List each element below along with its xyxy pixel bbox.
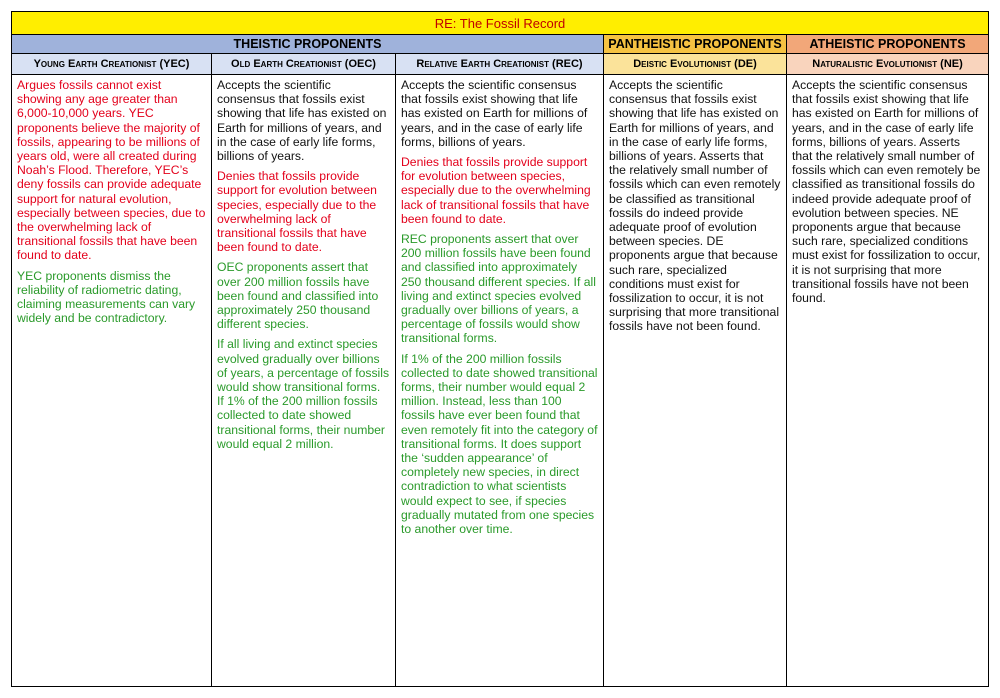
column-header-row bbox=[12, 54, 989, 75]
rec-paragraph: REC proponents assert that over 200 million fossils have been found and classified into approximately 250 thousand different species. If all living and extinct species evolved gradually over billions of years, a percentage of fossils would show transitional forms. bbox=[401, 232, 596, 346]
de-column-header: Deistic Evolutionist (DE) bbox=[604, 54, 787, 75]
yec-cell bbox=[12, 75, 212, 687]
atheistic-group-header: ATHEISTIC PROPONENTS bbox=[787, 35, 989, 54]
rec-paragraph: If 1% of the 200 million fossils collected to date showed transitional forms, their number would equal 2 million. Instead, less than 100 fossils have ever been found that even remotely fit into the category of transitional forms. It does support the ‘sudden appearance’ of completely new species, in direct contradiction to what scientists would expect to see, if species gradually mutated from one species to another over time. bbox=[401, 351, 598, 537]
de-cell bbox=[604, 75, 787, 687]
group-row bbox=[12, 35, 989, 54]
yec-column-header: Young Earth Creationist (YEC) bbox=[12, 54, 212, 75]
rec-paragraph: Denies that fossils provide support for evolution between species, especially due to the overwhelming lack of transitional fossils that have been found to date. bbox=[401, 155, 591, 226]
theistic-group-header: THEISTIC PROPONENTS bbox=[12, 35, 604, 54]
pantheistic-group-header: PANTHEISTIC PROPONENTS bbox=[604, 35, 787, 54]
ne-paragraph: Accepts the scientific consensus that fossils exist showing that life has existed on Earth for millions of years, and in the case of early life forms, billions of years. Asserts that the relatively small number of fossils which can even remotely be classified as transitional fossils do indeed provide adequate proof of evolution between species. NE proponents argue that because such rare, specialized conditions must exist for fossilization to occur, it is not surprising that more transitional fossils have not been found. bbox=[792, 78, 981, 306]
oec-paragraph: OEC proponents assert that over 200 million fossils have been found and classified into approximately 250 thousand different species. bbox=[217, 260, 379, 332]
oec-cell bbox=[212, 75, 396, 687]
yec-paragraph: Argues fossils cannot exist showing any age greater than 6,000-10,000 years. YEC proponents believe the majority of fossils, appearing to be millions of years old, were all created during Noah’s Flood. Therefore, YEC’s deny fossils can provide adequate support for natural evolution, especially between species, due to the overwhelming lack of transitional fossils that have been found to date. bbox=[17, 78, 206, 263]
yec-paragraph: YEC proponents dismiss the reliability of radiometric dating, claiming measurements can vary widely and be contradictory. bbox=[17, 268, 196, 326]
rec-paragraph: Accepts the scientific consensus that fossils exist showing that life has existed on Earth for millions of years, and in the case of early life forms, billions of years. bbox=[401, 78, 588, 149]
de-paragraph: Accepts the scientific consensus that fossils exist showing that life has existed on Earth for millions of years, and in the case of early life forms, billions of years. Asserts that the relatively small number of fossils which can even remotely be classified as transitional fossils do indeed provide adequate proof of evolution between species. DE proponents argue that because such rare, specialized conditions must exist for fossilization to occur, it is not surprising that more transitional fossils have not been found. bbox=[609, 78, 781, 334]
ne-column-header: Naturalistic Evolutionist (NE) bbox=[787, 54, 989, 75]
ne-cell bbox=[787, 75, 989, 687]
rec-cell bbox=[396, 75, 604, 687]
oec-paragraph: Accepts the scientific consensus that fossils exist showing that life has existed on Earth for millions of years, and in the case of early life forms, billions of years. bbox=[217, 78, 387, 164]
title-row bbox=[12, 12, 989, 35]
rec-column-header: Relative Earth Creationist (REC) bbox=[396, 54, 604, 75]
oec-paragraph: If all living and extinct species evolved gradually over billions of years, a percentage of fossils would show transitional forms. If 1% of the 200 million fossils collected to date showed transitional forms, their number would equal 2 million. bbox=[217, 337, 390, 451]
content-row bbox=[12, 75, 989, 687]
oec-column-header: Old Earth Creationist (OEC) bbox=[212, 54, 396, 75]
table-title: RE: The Fossil Record bbox=[12, 12, 989, 35]
oec-paragraph: Denies that fossils provide support for evolution between species, especially due to the overwhelming lack of transitional fossils that have been found to date. bbox=[217, 169, 377, 255]
fossil-record-table bbox=[11, 11, 989, 687]
